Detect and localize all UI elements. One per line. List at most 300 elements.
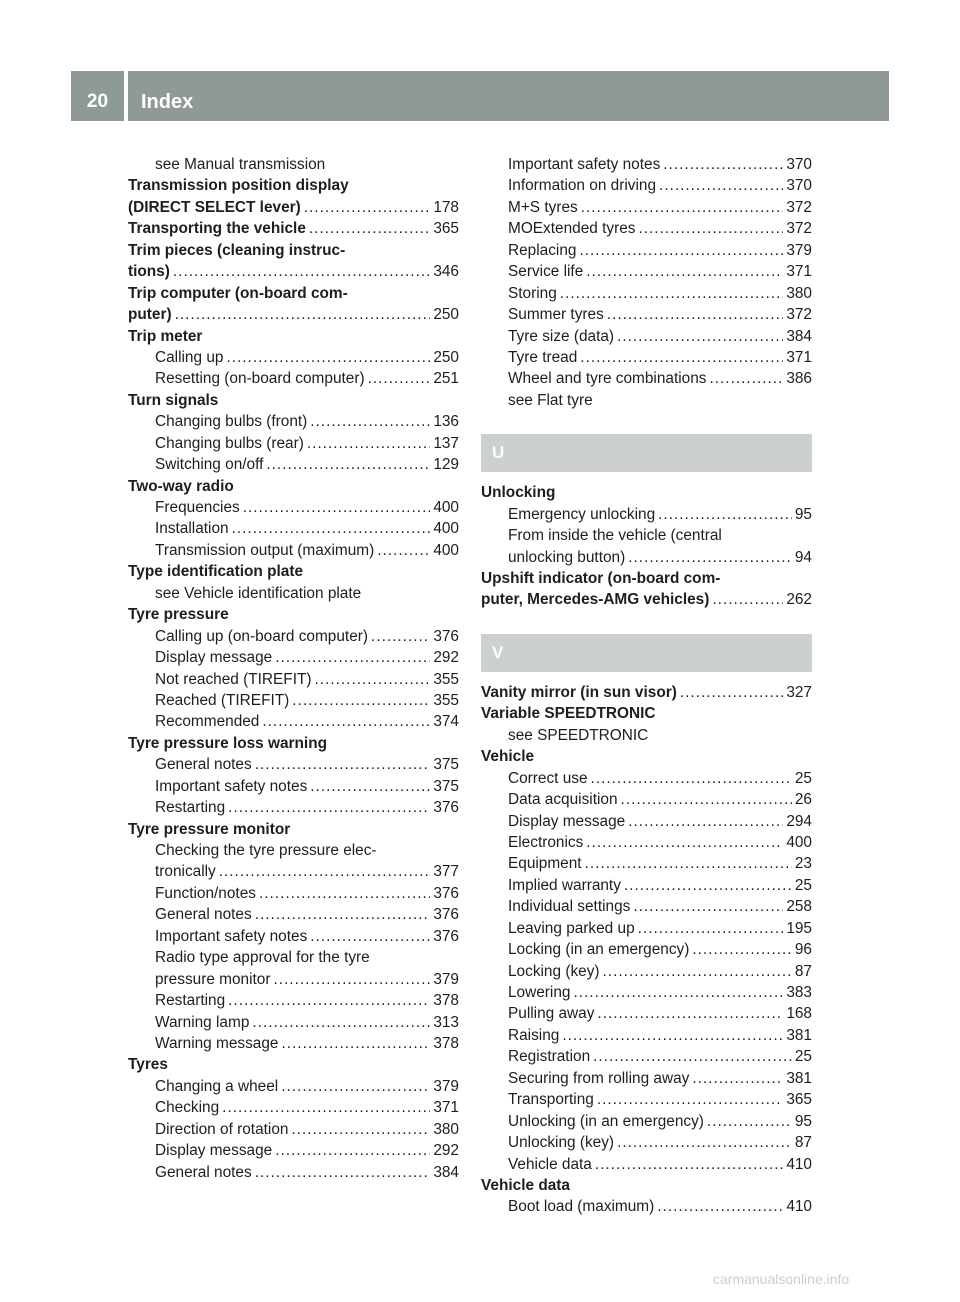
dot-leader bbox=[273, 969, 430, 990]
dot-leader bbox=[709, 368, 783, 389]
index-subentry[interactable] bbox=[128, 990, 459, 1011]
entry-label: Frequencies bbox=[155, 499, 240, 516]
letter-heading: V bbox=[481, 634, 812, 672]
entry-label: Registration bbox=[508, 1048, 591, 1066]
index-subentry[interactable] bbox=[128, 347, 459, 368]
page-reference[interactable]: 94 bbox=[794, 548, 812, 566]
entry-label: pressure monitor bbox=[155, 970, 271, 988]
index-subentry[interactable] bbox=[481, 304, 812, 325]
page-reference[interactable]: 168 bbox=[786, 1005, 812, 1023]
dot-leader bbox=[659, 175, 783, 196]
index-subentry[interactable] bbox=[481, 1068, 812, 1089]
index-heading: Tyre pressure loss warning bbox=[128, 734, 328, 752]
entry-label: Boot load (maximum) bbox=[508, 1198, 655, 1216]
entry-label: Tyre tread bbox=[508, 348, 578, 366]
entry-label: Important safety notes bbox=[508, 156, 661, 173]
entry-label: Electronics bbox=[508, 833, 584, 851]
page-reference[interactable]: 400 bbox=[433, 541, 459, 559]
page-reference[interactable]: 381 bbox=[786, 1069, 812, 1087]
entry-label: Checking bbox=[155, 1099, 220, 1117]
page-reference[interactable]: 251 bbox=[433, 370, 459, 388]
dot-leader bbox=[633, 896, 783, 917]
page-reference[interactable]: 365 bbox=[786, 1091, 812, 1109]
page-reference[interactable]: 95 bbox=[794, 505, 812, 523]
index-subentry[interactable] bbox=[481, 283, 812, 304]
entry-label: Vanity mirror (in sun visor) bbox=[481, 683, 677, 701]
page-reference[interactable]: 400 bbox=[433, 499, 459, 516]
page-reference[interactable]: 376 bbox=[433, 906, 459, 924]
dot-leader bbox=[259, 883, 430, 904]
letter-heading: U bbox=[481, 434, 812, 472]
page-reference[interactable]: 313 bbox=[433, 1013, 459, 1031]
entry-label: Changing bulbs (front) bbox=[155, 413, 308, 431]
page-reference[interactable]: 87 bbox=[794, 1134, 812, 1152]
dot-leader bbox=[591, 768, 792, 789]
index-subentry[interactable] bbox=[481, 326, 812, 347]
index-heading: Tyre pressure bbox=[128, 606, 229, 624]
page-reference[interactable]: 262 bbox=[786, 591, 812, 609]
watermark: carmanualsonline.info bbox=[713, 1271, 850, 1287]
dot-leader bbox=[175, 304, 431, 325]
index-entry[interactable] bbox=[128, 197, 459, 218]
dot-leader bbox=[219, 861, 431, 882]
index-subentry[interactable] bbox=[128, 861, 459, 882]
dot-leader bbox=[281, 1033, 430, 1054]
index-subentry[interactable] bbox=[128, 754, 459, 775]
index-subentry[interactable] bbox=[128, 690, 459, 711]
page-reference[interactable]: 25 bbox=[794, 876, 812, 894]
entry-label: Lowering bbox=[508, 984, 571, 1001]
entry-label: Function/notes bbox=[155, 884, 256, 902]
page-reference[interactable]: 178 bbox=[433, 198, 459, 216]
index-subentry[interactable] bbox=[128, 711, 459, 732]
index-subentry[interactable] bbox=[481, 547, 812, 568]
entry-label: Important safety notes bbox=[155, 777, 308, 795]
page-reference[interactable]: 375 bbox=[433, 756, 459, 774]
index-subentry[interactable] bbox=[128, 518, 459, 539]
page-reference[interactable]: 379 bbox=[433, 970, 459, 988]
index-subentry[interactable] bbox=[481, 961, 812, 982]
index-subentry[interactable] bbox=[481, 347, 812, 368]
entry-label: puter) bbox=[128, 306, 172, 324]
page-reference[interactable]: 372 bbox=[786, 306, 812, 324]
dot-leader bbox=[243, 497, 431, 518]
entry-label: General notes bbox=[155, 1163, 252, 1181]
dot-leader bbox=[560, 283, 784, 304]
index-subentry[interactable] bbox=[481, 1154, 812, 1175]
index-heading: Trip computer (on-board com- bbox=[128, 284, 348, 302]
entry-label: Display message bbox=[155, 1142, 273, 1160]
index-subentry[interactable] bbox=[128, 797, 459, 818]
dot-leader bbox=[222, 1097, 430, 1118]
dot-leader bbox=[638, 218, 783, 239]
entry-label: Service life bbox=[508, 263, 584, 281]
entry-label: Resetting (on-board computer) bbox=[155, 370, 365, 388]
entry-label: Securing from rolling away bbox=[508, 1069, 690, 1087]
dot-leader bbox=[228, 990, 430, 1011]
page-reference[interactable]: 87 bbox=[794, 962, 812, 980]
index-subentry[interactable] bbox=[481, 1089, 812, 1110]
index-subentry[interactable] bbox=[481, 261, 812, 282]
dot-leader bbox=[586, 832, 783, 853]
dot-leader bbox=[621, 789, 792, 810]
entry-label: Data acquisition bbox=[508, 791, 618, 809]
dot-leader bbox=[586, 261, 783, 282]
dot-leader bbox=[173, 261, 430, 282]
index-subentry[interactable] bbox=[481, 896, 812, 917]
index-subentry[interactable] bbox=[481, 918, 812, 939]
dot-leader bbox=[255, 1162, 431, 1183]
entry-label: Tyre size (data) bbox=[508, 327, 615, 345]
entry-label: Equipment bbox=[508, 855, 582, 873]
entry-label: Calling up (on-board computer) bbox=[155, 627, 369, 645]
index-subentry[interactable] bbox=[128, 647, 459, 668]
dot-leader bbox=[581, 197, 784, 218]
index-subentry[interactable] bbox=[481, 1025, 812, 1046]
index-heading: Type identification plate bbox=[128, 563, 304, 581]
dot-leader bbox=[707, 1111, 792, 1132]
index-heading: Vehicle bbox=[481, 748, 535, 766]
index-subentry[interactable] bbox=[481, 811, 812, 832]
entry-label: Transmission output (maximum) bbox=[155, 541, 375, 559]
page-reference[interactable]: 376 bbox=[433, 627, 459, 645]
index-subentry[interactable] bbox=[481, 368, 812, 389]
dot-leader bbox=[226, 347, 430, 368]
dot-leader bbox=[275, 647, 430, 668]
entry-label: Warning message bbox=[155, 1034, 279, 1052]
index-subentry-text: Radio type approval for the tyre bbox=[155, 949, 370, 967]
dot-leader bbox=[680, 682, 783, 703]
page-reference[interactable]: 95 bbox=[794, 1112, 812, 1130]
page-reference[interactable]: 294 bbox=[786, 812, 812, 830]
page-reference[interactable]: 376 bbox=[433, 799, 459, 817]
dot-leader bbox=[281, 1076, 430, 1097]
index-entry[interactable] bbox=[481, 589, 812, 610]
page-reference[interactable]: 327 bbox=[786, 683, 812, 701]
index-heading: Trip meter bbox=[128, 327, 203, 345]
entry-label: Replacing bbox=[508, 241, 577, 259]
dot-leader bbox=[692, 1068, 783, 1089]
page-reference[interactable]: 379 bbox=[786, 241, 812, 259]
index-subentry-text: see SPEEDTRONIC bbox=[508, 726, 649, 744]
index-heading: Vehicle data bbox=[481, 1176, 570, 1194]
entry-label: Installation bbox=[155, 520, 229, 538]
index-subentry[interactable] bbox=[481, 982, 812, 1003]
index-subentry[interactable] bbox=[481, 197, 812, 218]
index-subentry[interactable] bbox=[481, 853, 812, 874]
page-reference[interactable]: 370 bbox=[786, 156, 812, 173]
dot-leader bbox=[275, 1140, 430, 1161]
entry-label: (DIRECT SELECT lever) bbox=[128, 198, 301, 216]
page-reference[interactable]: 258 bbox=[786, 898, 812, 916]
page-reference[interactable]: 250 bbox=[433, 348, 459, 366]
index-subentry[interactable] bbox=[481, 175, 812, 196]
dot-leader bbox=[291, 1119, 430, 1140]
dot-leader bbox=[292, 690, 430, 711]
page-reference[interactable]: 195 bbox=[786, 919, 812, 937]
page-reference[interactable]: 378 bbox=[433, 1034, 459, 1052]
entry-label: General notes bbox=[155, 906, 252, 924]
spacer bbox=[481, 411, 812, 426]
index-entry[interactable] bbox=[128, 304, 459, 325]
page-reference[interactable]: 25 bbox=[794, 769, 812, 787]
index-subentry[interactable] bbox=[481, 832, 812, 853]
index-subentry-text: From inside the vehicle (central bbox=[508, 527, 722, 545]
page-reference[interactable]: 377 bbox=[433, 863, 459, 881]
page-reference[interactable]: 374 bbox=[433, 713, 459, 731]
page-reference[interactable]: 292 bbox=[433, 1142, 459, 1160]
index-heading: Two-way radio bbox=[128, 477, 234, 495]
page-reference[interactable]: 384 bbox=[786, 327, 812, 345]
entry-label: Restarting bbox=[155, 992, 226, 1010]
dot-leader bbox=[307, 433, 430, 454]
entry-label: MOExtended tyres bbox=[508, 220, 636, 238]
entry-label: Restarting bbox=[155, 799, 226, 817]
index-heading: Unlocking bbox=[481, 484, 556, 502]
index-subentry[interactable] bbox=[128, 883, 459, 904]
dot-leader bbox=[562, 1025, 783, 1046]
dot-leader bbox=[310, 926, 430, 947]
page-reference[interactable]: 371 bbox=[786, 263, 812, 281]
dot-leader bbox=[595, 1154, 783, 1175]
page-reference[interactable]: 371 bbox=[786, 348, 812, 366]
page-reference[interactable]: 380 bbox=[786, 284, 812, 302]
entry-label: Changing bulbs (rear) bbox=[155, 434, 304, 452]
entry-label: Storing bbox=[508, 284, 557, 302]
dot-leader bbox=[309, 218, 430, 239]
page-reference[interactable]: 400 bbox=[433, 520, 459, 538]
dot-leader bbox=[658, 504, 792, 525]
entry-label: puter, Mercedes-AMG vehicles) bbox=[481, 591, 710, 609]
index-heading: Tyre pressure monitor bbox=[128, 820, 291, 838]
index-subentry[interactable] bbox=[481, 1003, 812, 1024]
page-reference[interactable]: 381 bbox=[786, 1026, 812, 1044]
dot-leader bbox=[638, 918, 784, 939]
entry-label: Leaving parked up bbox=[508, 919, 635, 937]
index-subentry-text: Checking the tyre pressure elec- bbox=[155, 842, 377, 859]
entry-label: Direction of rotation bbox=[155, 1120, 289, 1138]
page-reference[interactable]: 26 bbox=[794, 791, 812, 809]
index-column-right bbox=[481, 154, 812, 1218]
entry-label: Individual settings bbox=[508, 898, 631, 916]
index-subentry[interactable] bbox=[128, 776, 459, 797]
index-subentry-text: see Manual transmission bbox=[155, 156, 326, 173]
dot-leader bbox=[310, 411, 430, 432]
dot-leader bbox=[593, 1046, 792, 1067]
entry-label: Changing a wheel bbox=[155, 1077, 279, 1095]
entry-label: Pulling away bbox=[508, 1005, 595, 1023]
spacer bbox=[481, 611, 812, 626]
index-subentry[interactable] bbox=[128, 1097, 459, 1118]
index-subentry[interactable] bbox=[128, 1140, 459, 1161]
entry-label: Display message bbox=[508, 812, 626, 830]
entry-label: Locking (key) bbox=[508, 962, 600, 980]
page-reference[interactable]: 410 bbox=[786, 1198, 812, 1216]
entry-label: Wheel and tyre combinations bbox=[508, 370, 707, 388]
page-reference[interactable]: 370 bbox=[786, 177, 812, 195]
index-subentry[interactable] bbox=[481, 504, 812, 525]
index-subentry[interactable] bbox=[481, 1132, 812, 1153]
index-subentry[interactable] bbox=[481, 240, 812, 261]
dot-leader bbox=[585, 853, 792, 874]
page-reference[interactable]: 375 bbox=[433, 777, 459, 795]
index-heading: Tyres bbox=[128, 1056, 168, 1074]
dot-leader bbox=[255, 904, 431, 925]
page-reference[interactable]: 380 bbox=[433, 1120, 459, 1138]
page-number: 20 bbox=[86, 91, 109, 112]
dot-leader bbox=[657, 1196, 783, 1217]
entry-label: Reached (TIREFIT) bbox=[155, 691, 290, 709]
page-reference[interactable]: 129 bbox=[433, 456, 459, 474]
page-reference[interactable]: 372 bbox=[786, 198, 812, 216]
index-heading: Variable SPEEDTRONIC bbox=[481, 705, 656, 723]
entry-label: Summer tyres bbox=[508, 306, 604, 324]
index-subentry[interactable] bbox=[481, 1046, 812, 1067]
index-heading: Trim pieces (cleaning instruc- bbox=[128, 241, 346, 259]
entry-label: Calling up bbox=[155, 348, 224, 366]
page-reference[interactable]: 410 bbox=[786, 1155, 812, 1173]
index-subentry[interactable] bbox=[128, 497, 459, 518]
index-subentry[interactable] bbox=[481, 789, 812, 810]
entry-label: General notes bbox=[155, 756, 252, 774]
page-reference[interactable]: 379 bbox=[433, 1077, 459, 1095]
page-reference[interactable]: 25 bbox=[794, 1048, 812, 1066]
section-title: Index bbox=[141, 91, 194, 113]
header-divider bbox=[124, 71, 128, 121]
dot-leader bbox=[628, 811, 783, 832]
dot-leader bbox=[617, 326, 783, 347]
page-reference[interactable]: 372 bbox=[786, 220, 812, 238]
index-subentry-text: see Flat tyre bbox=[508, 391, 593, 409]
entry-label: Transporting the vehicle bbox=[128, 220, 306, 238]
entry-label: Warning lamp bbox=[155, 1013, 250, 1031]
dot-leader bbox=[617, 1132, 792, 1153]
entry-label: Important safety notes bbox=[155, 927, 308, 945]
page-reference[interactable]: 383 bbox=[786, 984, 812, 1001]
index-subentry[interactable] bbox=[128, 1033, 459, 1054]
entry-label: M+S tyres bbox=[508, 198, 578, 216]
page-reference[interactable]: 137 bbox=[433, 434, 459, 452]
dot-leader bbox=[315, 669, 431, 690]
page-reference[interactable]: 400 bbox=[786, 833, 812, 851]
entry-label: Correct use bbox=[508, 769, 588, 787]
dot-leader bbox=[232, 518, 431, 539]
index-subentry[interactable] bbox=[128, 1012, 459, 1033]
page-reference[interactable]: 371 bbox=[433, 1099, 459, 1117]
dot-leader bbox=[597, 1089, 783, 1110]
index-subentry[interactable] bbox=[128, 454, 459, 475]
entry-label: Locking (in an emergency) bbox=[508, 941, 690, 959]
index-subentry[interactable] bbox=[481, 218, 812, 239]
page-reference[interactable]: 346 bbox=[433, 263, 459, 281]
index-subentry[interactable] bbox=[481, 1111, 812, 1132]
page-reference[interactable]: 355 bbox=[433, 670, 459, 688]
dot-leader bbox=[368, 368, 431, 389]
entry-label: unlocking button) bbox=[508, 548, 626, 566]
entry-label: Not reached (TIREFIT) bbox=[155, 670, 312, 688]
index-subentry[interactable] bbox=[128, 411, 459, 432]
index-entry[interactable] bbox=[481, 682, 812, 703]
entry-label: tronically bbox=[155, 863, 216, 881]
dot-leader bbox=[262, 711, 430, 732]
entry-label: Information on driving bbox=[508, 177, 656, 195]
index-subentry[interactable] bbox=[128, 433, 459, 454]
index-heading: Upshift indicator (on-board com- bbox=[481, 570, 721, 587]
page-header bbox=[71, 71, 889, 121]
index-subentry[interactable] bbox=[481, 154, 812, 175]
entry-label: tions) bbox=[128, 263, 170, 281]
index-subentry[interactable] bbox=[128, 926, 459, 947]
index-subentry[interactable] bbox=[481, 939, 812, 960]
dot-leader bbox=[252, 1012, 430, 1033]
entry-label: Recommended bbox=[155, 713, 260, 731]
entry-label: Implied warranty bbox=[508, 876, 621, 894]
page-reference[interactable]: 250 bbox=[433, 306, 459, 324]
page-reference[interactable]: 378 bbox=[433, 992, 459, 1010]
index-subentry[interactable] bbox=[128, 669, 459, 690]
dot-leader bbox=[266, 454, 430, 475]
index-column-left bbox=[128, 154, 459, 1183]
entry-label: Display message bbox=[155, 649, 273, 667]
dot-leader bbox=[304, 197, 431, 218]
index-subentry[interactable] bbox=[128, 368, 459, 389]
dot-leader bbox=[310, 776, 430, 797]
page-reference[interactable]: 365 bbox=[433, 220, 459, 238]
entry-label: Unlocking (in an emergency) bbox=[508, 1112, 704, 1130]
dot-leader bbox=[597, 1003, 783, 1024]
index-subentry[interactable] bbox=[128, 969, 459, 990]
index-subentry-text: see Vehicle identification plate bbox=[155, 584, 362, 602]
dot-leader bbox=[377, 540, 430, 561]
page-reference[interactable]: 376 bbox=[433, 927, 459, 945]
page-reference[interactable]: 384 bbox=[433, 1163, 459, 1181]
dot-leader bbox=[712, 589, 783, 610]
index-entry[interactable] bbox=[128, 218, 459, 239]
dot-leader bbox=[228, 797, 430, 818]
dot-leader bbox=[603, 961, 792, 982]
page-reference[interactable]: 386 bbox=[786, 370, 812, 388]
entry-label: Raising bbox=[508, 1026, 560, 1044]
index-subentry[interactable] bbox=[128, 1162, 459, 1183]
index-subentry[interactable] bbox=[128, 626, 459, 647]
index-subentry[interactable] bbox=[128, 904, 459, 925]
page-reference[interactable]: 292 bbox=[433, 649, 459, 667]
dot-leader bbox=[692, 939, 792, 960]
dot-leader bbox=[255, 754, 431, 775]
page-reference[interactable]: 376 bbox=[433, 884, 459, 902]
index-subentry[interactable] bbox=[128, 540, 459, 561]
page-reference[interactable]: 136 bbox=[433, 413, 459, 431]
page-reference[interactable]: 96 bbox=[794, 941, 812, 959]
index-subentry[interactable] bbox=[128, 1076, 459, 1097]
entry-label: Unlocking (key) bbox=[508, 1134, 615, 1152]
page-reference[interactable]: 355 bbox=[433, 691, 459, 709]
index-entry[interactable] bbox=[128, 261, 459, 282]
dot-leader bbox=[624, 875, 792, 896]
dot-leader bbox=[628, 547, 792, 568]
index-subentry[interactable] bbox=[128, 1119, 459, 1140]
index-subentry[interactable] bbox=[481, 768, 812, 789]
entry-label: Transporting bbox=[508, 1091, 594, 1109]
index-subentry[interactable] bbox=[481, 875, 812, 896]
dot-leader bbox=[607, 304, 784, 325]
dot-leader bbox=[573, 982, 783, 1003]
entry-label: Emergency unlocking bbox=[508, 505, 656, 523]
page-reference[interactable]: 23 bbox=[794, 855, 812, 873]
dot-leader bbox=[580, 347, 783, 368]
index-subentry[interactable] bbox=[481, 1196, 812, 1217]
dot-leader bbox=[663, 154, 783, 175]
